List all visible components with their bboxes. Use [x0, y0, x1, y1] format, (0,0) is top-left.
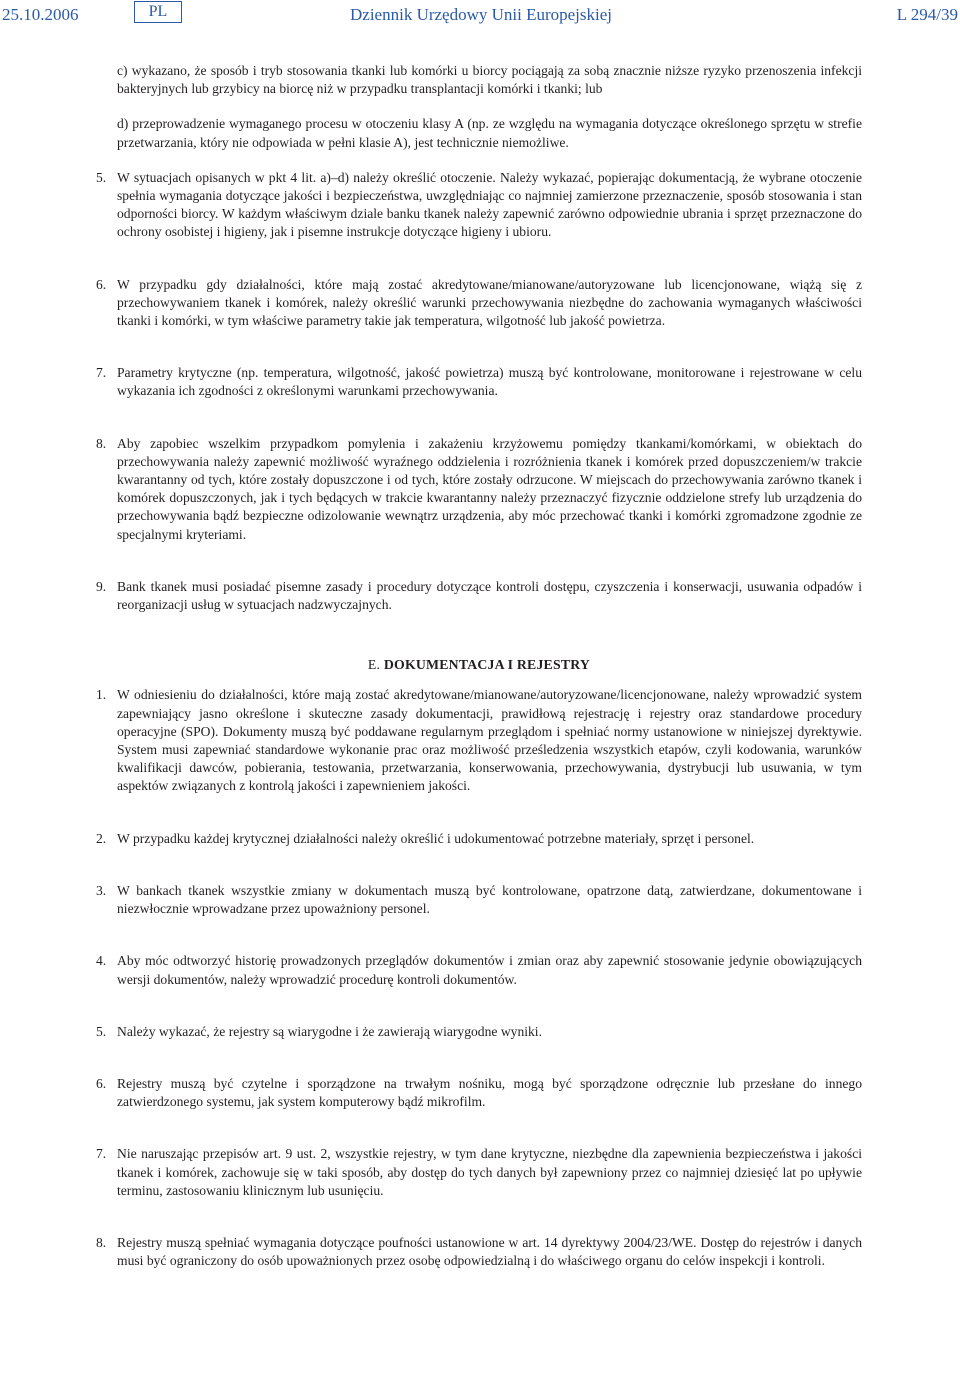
paragraph-8 [96, 435, 862, 544]
section-e-item-4 [96, 952, 862, 988]
paragraph-text: Rejestry muszą spełniać wymagania dotyczące poufności ustanowione w art. 14 dyrektywy 2004/23/WE. Dostęp do rejestrów i danych musi być ograniczony do osób upoważnionych przez osobę odpowiedzialną i do właściwego organu do celów inspekcji i kontroli. [117, 1234, 862, 1269]
section-e-item-2 [96, 830, 862, 848]
paragraph-text: Parametry krytyczne (np. temperatura, wilgotność, jakość powietrza) muszą być kontrolowane, monitorowane i rejestrowane w celu wykazania ich zgodności z określonymi warunkami przechowywania. [117, 365, 862, 399]
paragraph-number: 5. [96, 1023, 107, 1039]
page-header [0, 0, 960, 34]
paragraph-5 [96, 169, 862, 242]
paragraph-text: Bank tkanek musi posiadać pisemne zasady i procedury dotyczące kontroli dostępu, czyszczenia i konserwacji, usuwania odpadów i reorganizacji usług w sytuacjach nadzwyczajnych. [117, 578, 862, 613]
paragraph-text: W przypadku każdej krytycznej działalności należy określić i udokumentować potrzebne materiały, sprzęt i personel. [117, 830, 755, 846]
paragraph-text: W przypadku gdy działalności, które mają zostać akredytowane/mianowane/autoryzowane lub licencjonowane, wiążą się z przechowywaniem tkanek i komórek, należy określić warunki przechowywania niezbędne do zachowania wymaganych właściwości tkanki i komórki, w tym właściwe parametry takie jak temperatura, wilgotność lub jakość powietrza. [117, 276, 862, 329]
paragraph-number: 6. [96, 276, 107, 292]
paragraph-text: Należy wykazać, że rejestry są wiarygodne i że zawierają wiarygodne wyniki. [117, 1023, 542, 1039]
paragraph-text: Aby zapobiec wszelkim przypadkom pomylenia i zakażeniu krzyżowemu pomiędzy tkankami/komórkami, w obiektach do przechowywania należy zapewnić możliwość wyraźnego oddzielenia i rozróżnienia tkanek i komórek przed dopuszczeniem/w trakcie kwarantanny od tych, które zostały dopuszczone i od tych, które zostały odrzucone. W miejscach do przechowywania zarówno tkanek i komórek dopuszczonych, jak i tych będących w trakcie kwarantanny należy przeznaczyć fizycznie oddzielone strefy lub urządzenia do przechowywania bądź bezpieczne odizolowanie wewnątrz urządzenia, aby móc przechować tkanki i komórki zgromadzone zgodnie ze specjalnymi kryteriami. [117, 435, 862, 542]
paragraph-number: 4. [96, 953, 107, 969]
section-e-item-1 [96, 686, 862, 795]
section-e-item-5 [96, 1023, 862, 1041]
paragraph-number: 8. [96, 435, 107, 451]
paragraph-number: 2. [96, 830, 107, 846]
paragraph-number: 1. [96, 687, 107, 703]
paragraph-number: 3. [96, 882, 107, 898]
section-e-item-6 [96, 1075, 862, 1111]
paragraph-9 [96, 578, 862, 614]
paragraph-number: 7. [96, 1146, 107, 1162]
paragraph-7 [96, 364, 862, 400]
item-text: wykazano, że sposób i tryb stosowania tkanki lub komórki u biorcy pociągają za sobą znacznie niższe ryzyko przenoszenia infekcji bakteryjnych lub grzybicy na biorcę niż w przypadku transplantacji komórki i tkanki; lub [117, 63, 862, 97]
section-e-item-7 [96, 1145, 862, 1200]
language-badge: PL [134, 1, 182, 23]
publication-date: 25.10.2006 [2, 5, 79, 24]
paragraph-text: W odniesieniu do działalności, które mają zostać akredytowane/mianowane/autoryzowane/licencjonowane, należy wprowadzić system zapewniający jasno określone i skuteczne zasady dokumentacji, prawidłową rejestrację i rejestry oraz standardowe procedury operacyjne (SPO). Dokumenty muszą być poddawane regularnym przeglądom i spełniać normy ustanowione w niniejszej dyrektywie. System musi zapewniać standardowe wykonanie prac oraz możliwość prześledzenia wszystkich etapów, czyli kodowania, warunków kwalifikacji dawców, pobierania, testowania, przetwarzania, konserwowania, przechowywania, dystrybucji lub usuwania, w tym aspektów związanych z kontrolą jakości i zapewnieniem jakości. [117, 687, 862, 794]
paragraph-text: W bankach tkanek wszystkie zmiany w dokumentach muszą być kontrolowane, opatrzone datą, zatwierdzane, dokumentowane i niezwłocznie wprowadzane przez upoważniony personel. [117, 882, 862, 917]
paragraph-text: Aby móc odtworzyć historię prowadzonych przeglądów dokumentów i zmian oraz aby zapewnić stosowanie jedynie obowiązujących wersji dokumentów, należy wprowadzić procedurę kontroli dokumentów. [117, 953, 862, 987]
section-e-item-8 [96, 1234, 862, 1270]
paragraph-text: Nie naruszając przepisów art. 9 ust. 2, wszystkie rejestry, w tym dane krytyczne, niezbędne dla zapewnienia bezpieczeństwa i jakości tkanek i komórek, zachowuje się w taki sposób, aby dostęp do tych danych był zapewniony przez co najmniej dziesięć lat po upływie terminu, zastosowaniu klinicznym lub usunięciu. [117, 1146, 862, 1198]
list-item-d [96, 115, 862, 151]
item-label: d) [117, 116, 129, 132]
section-letter: E. [367, 657, 381, 673]
item-label: c) [117, 63, 128, 78]
section-e-item-3 [96, 882, 862, 918]
page-reference: L 294/39 [896, 5, 958, 24]
paragraph-number: 8. [96, 1234, 107, 1250]
paragraph-6 [96, 276, 862, 331]
item-text: przeprowadzenie wymaganego procesu w otoczeniu klasy A (np. ze względu na wymagania dotyczące określonego sprzętu w strefie przetwarzania, który nie odpowiada w pełni klasie A), jest technicznie niemożliwe. [117, 116, 862, 150]
section-heading [96, 656, 862, 674]
section-title: DOKUMENTACJA I REJESTRY [383, 657, 591, 673]
paragraph-text: W sytuacjach opisanych w pkt 4 lit. a)–d) należy określić otoczenie. Należy wykazać, popierając dokumentacją, że wybrane otoczenie spełnia wymagania dotyczące jakości i bezpieczeństwa, uwzględniając co najmniej zamierzone przeznaczenie, sposób stosowania i stan odporności biorcy. W każdym właściwym dziale banku tkanek należy zapewnić zarówno odpowiednie ubrania i sprzęt przeznaczone do ochrony osobistej i higieny, jak i pisemne instrukcje dotyczące higieny i ubioru. [117, 169, 862, 240]
paragraph-number: 9. [96, 578, 107, 594]
paragraph-number: 7. [96, 365, 107, 381]
paragraph-text: Rejestry muszą być czytelne i sporządzone na trwałym nośniku, mogą być sporządzone odręcznie lub przesłane do innego zatwierdzonego systemu, jak system komputerowy bądź mikrofilm. [117, 1075, 862, 1110]
list-item-c [96, 62, 862, 98]
paragraph-number: 6. [96, 1075, 107, 1091]
paragraph-number: 5. [96, 169, 107, 185]
journal-title: Dziennik Urzędowy Unii Europejskiej [350, 5, 613, 24]
document-body [96, 62, 862, 1270]
